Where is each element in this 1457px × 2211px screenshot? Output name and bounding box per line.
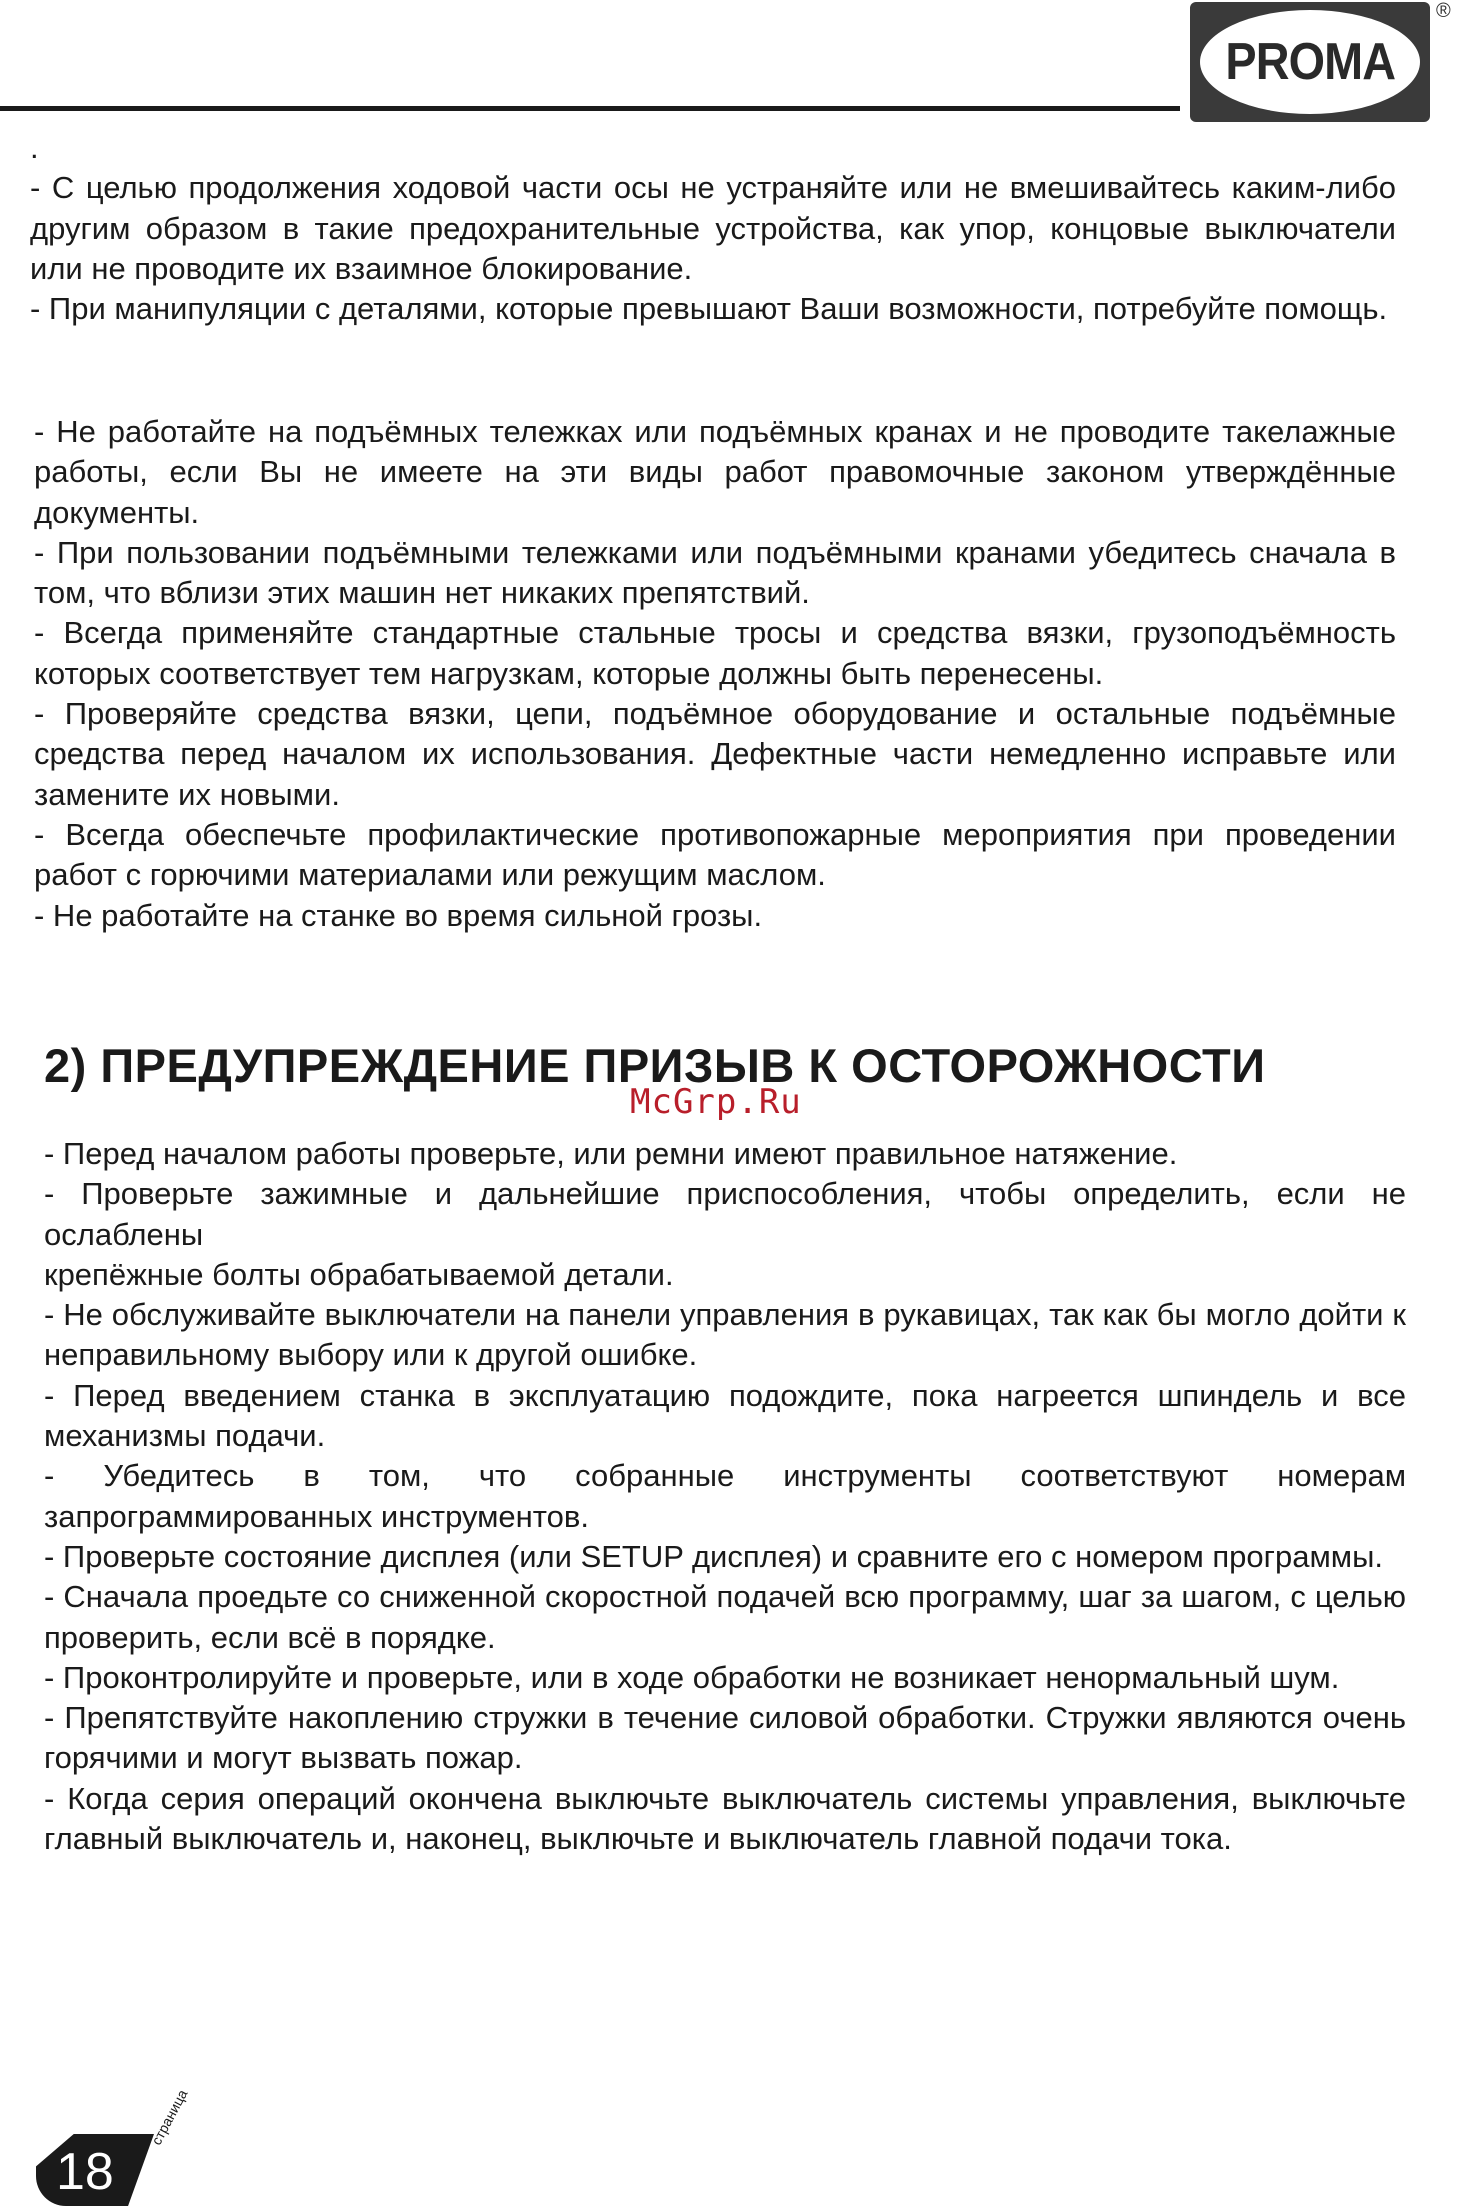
paragraph: - Проконтролируйте и проверьте, или в ходе обработки не возникает ненормальный шум. xyxy=(44,1659,1340,1695)
paragraph: крепёжные болты обрабатываемой детали. xyxy=(44,1256,674,1292)
paragraph: - При пользовании подъёмными тележками или подъёмными кранами убедитесь сначала в том, что вблизи этих машин нет никаких препятствий. xyxy=(34,534,1396,611)
safety-block-2 xyxy=(34,412,1396,936)
paragraph: - Перед введением станка в эксплуатацию подождите, пока нагреется шпиндель и все механизмы подачи. xyxy=(44,1377,1406,1454)
paragraph: - Всегда применяйте стандартные стальные тросы и средства вязки, грузоподъёмность которых соответствует тем нагрузкам, которые должны быть перенесены. xyxy=(34,615,1396,691)
paragraph: - При манипуляции с деталями, которые превышают Ваши возможности, потребуйте помощь. xyxy=(30,291,1388,327)
paragraph: - Не работайте на подъёмных тележках или подъёмных кранах и не проводите такелажные работы, если Вы не имеете на эти виды работ правомочные законом утверждённые документы. xyxy=(34,414,1396,530)
watermark: McGrp.Ru xyxy=(630,1082,802,1122)
paragraph: - Когда серия операций окончена выключьте выключатель системы управления, выключьте главный выключатель и, наконец, выключьте и выключатель главной подачи тока. xyxy=(44,1780,1406,1857)
registered-mark: ® xyxy=(1436,0,1451,22)
section-heading: 2) ПРЕДУПРЕЖДЕНИЕ ПРИЗЫВ К ОСТОРОЖНОСТИ xyxy=(44,1039,1266,1092)
page-label: страница xyxy=(148,2086,191,2148)
paragraph: - Сначала проедьте со сниженной скоростной подачей всю программу, шаг за шагом, с целью проверить, если всё в порядке. xyxy=(44,1579,1406,1655)
page-number-badge xyxy=(36,2134,154,2206)
header-rule xyxy=(0,106,1180,111)
paragraph: - Убедитесь в том, что собранные инструменты соответствуют номерам запрограммированных инструментов. xyxy=(44,1458,1406,1534)
paragraph: - Не работайте на станке во время сильной грозы. xyxy=(34,897,763,933)
stray-dot: . xyxy=(30,130,39,165)
paragraph: - С целью продолжения ходовой части осы не устраняйте или не вмешивайтесь каким-либо другим образом в такие предохранительные устройства, как упор, концовые выключатели или не проводите их взаимное блокирование. xyxy=(30,170,1396,286)
paragraph: - Проверьте состояние дисплея (или SETUP дисплея) и сравните его с номером программы. xyxy=(44,1538,1383,1574)
warning-block xyxy=(44,1134,1406,1859)
paragraph: - Препятствуйте накоплению стружки в течение силовой обработки. Стружки являются очень горячими и могут вызвать пожар. xyxy=(44,1700,1406,1776)
page-number: 18 xyxy=(56,2143,114,2201)
logo-text: PROMA xyxy=(1225,33,1395,91)
paragraph: - Проверьте зажимные и дальнейшие приспособления, чтобы определить, если не ослаблены xyxy=(44,1176,1406,1252)
paragraph: - Всегда обеспечьте профилактические противопожарные мероприятия при проведении работ с горючими материалами или режущим маслом. xyxy=(34,816,1396,893)
paragraph: - Не обслуживайте выключатели на панели управления в рукавицах, так как бы могло дойти к неправильному выбору или к другой ошибке. xyxy=(44,1297,1406,1373)
paragraph: - Проверяйте средства вязки, цепи, подъёмное оборудование и остальные подъёмные средства перед началом их использования. Дефектные части немедленно исправьте или замените их новыми. xyxy=(34,696,1396,812)
proma-logo xyxy=(1190,2,1430,122)
safety-block-1 xyxy=(30,128,1396,329)
logo-oval xyxy=(1200,10,1420,114)
paragraph: - Перед началом работы проверьте, или ремни имеют правильное натяжение. xyxy=(44,1136,1178,1171)
